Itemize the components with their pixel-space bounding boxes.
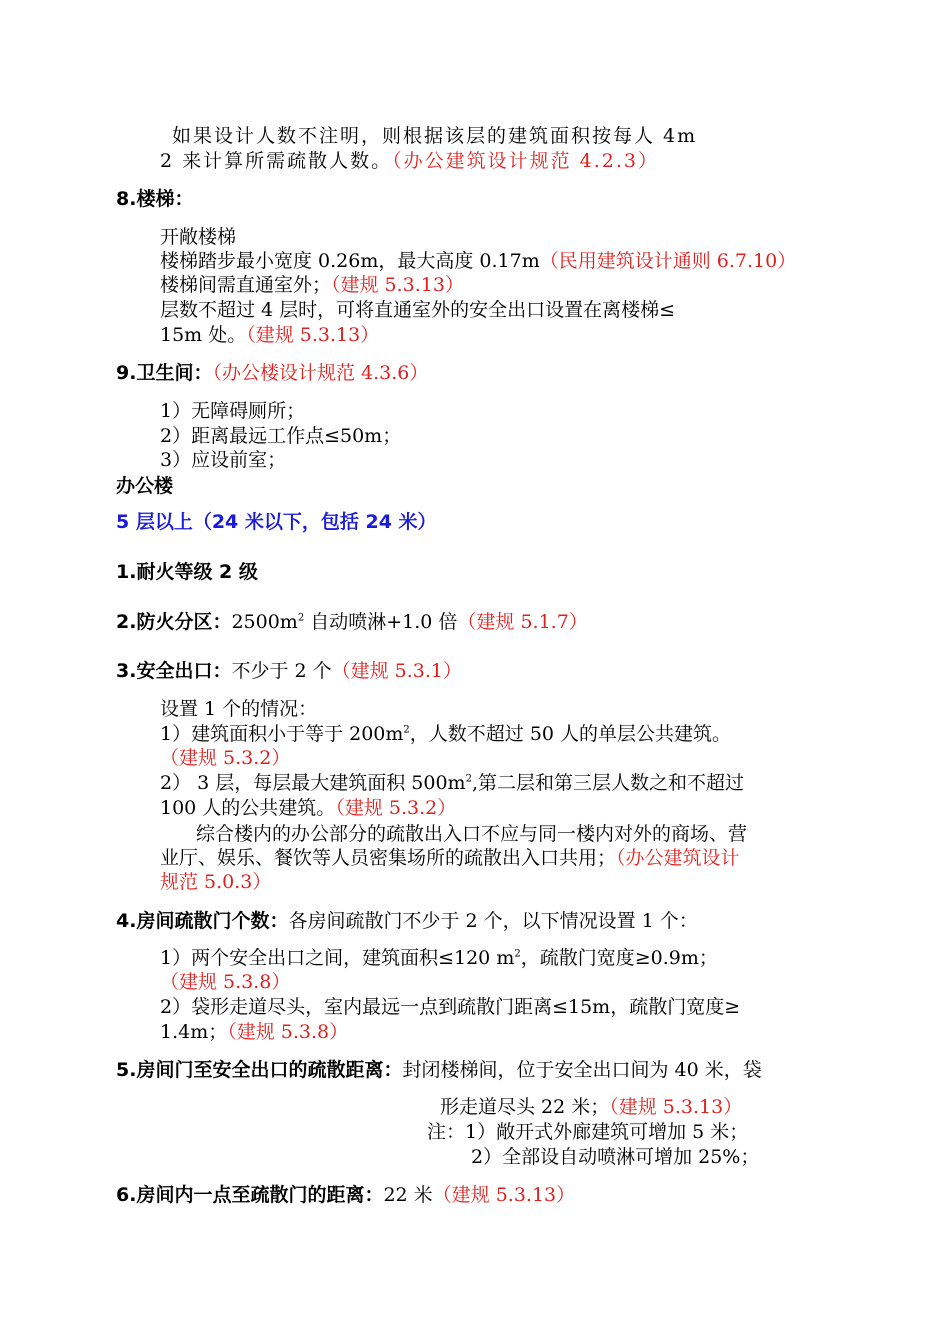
- door-exit-distance-note-2: 2）全部设自动喷淋可增加 25%；: [471, 1146, 760, 1168]
- toilet-item: 2）距离最远工作点≤50m；: [160, 425, 402, 447]
- exits-paragraph-ref-2: 规范 5.0.3）: [160, 871, 272, 893]
- compartment-line: [116, 610, 588, 634]
- compartment-heading: 2.防火分区：: [116, 611, 232, 633]
- room-doors-item-1: [160, 946, 718, 970]
- stairs-line-2-text: 楼梯踏步最小宽度 0.26m，最大高度 0.17m: [160, 250, 540, 272]
- stairs-line-3-ref: （建规 5.3.13）: [331, 274, 464, 296]
- stairs-line-2: [160, 249, 796, 273]
- building-subtitle: 5 层以上（24 米以下，包括 24 米）: [116, 511, 437, 533]
- toilet-heading-ref: （办公楼设计规范 4.3.6）: [212, 362, 429, 384]
- compartment-area: 2500m: [231, 611, 298, 633]
- door-exit-distance-heading: 5.房间门至安全出口的疏散距离：: [116, 1059, 403, 1081]
- room-doors-item-1-text-a: 1）两个安全出口之间，建筑面积≤120 m: [160, 947, 515, 969]
- intro-line-2: [160, 149, 659, 173]
- room-doors-item-1-ref: （建规 5.3.8）: [160, 971, 291, 993]
- room-doors-item-2-line-2: [160, 1020, 348, 1044]
- exits-case-1-ref: （建规 5.3.2）: [160, 747, 291, 769]
- door-exit-distance-text-2: 形走道尽头 22 米；: [440, 1096, 610, 1118]
- door-exit-distance-ref: （建规 5.3.13）: [609, 1096, 743, 1118]
- stairs-line-3: [160, 273, 464, 297]
- exits-case-2-line-2: [160, 796, 456, 820]
- room-point-distance-line: [116, 1183, 575, 1207]
- toilet-item: 3）应设前室；: [160, 449, 287, 471]
- toilet-item: 1）无障碍厕所；: [160, 400, 306, 422]
- exits-single-label: 设置 1 个的情况：: [160, 698, 318, 720]
- exits-paragraph-ref-1: （办公建筑设计: [616, 847, 740, 869]
- exits-case-2-text-a: 2） 3 层，每层最大建筑面积 500m: [160, 772, 466, 794]
- compartment-ref: （建规 5.1.7）: [457, 611, 588, 633]
- exits-case-2-text-c: 100 人的公共建筑。: [160, 797, 336, 819]
- compartment-sup: 2: [297, 612, 305, 624]
- exits-case-2-text-b: ,第二层和第三层人数之和不超过: [471, 772, 744, 794]
- intro-line-1: [172, 124, 697, 148]
- exits-paragraph-text-2: 业厅、娱乐、餐饮等人员密集场所的疏散出入口共用；: [160, 847, 617, 869]
- intro-text-2: 2 来计算所需疏散人数。: [160, 150, 393, 172]
- exits-case-1-text-a: 1）建筑面积小于等于 200m: [160, 723, 404, 745]
- building-title: 办公楼: [116, 475, 174, 497]
- intro-text-1: 如果设计人数不注明，则根据该层的建筑面积按每人 4m: [172, 125, 698, 147]
- intro-reference: （办公建筑设计规范 4.2.3）: [392, 150, 660, 172]
- room-doors-item-2: 2）袋形走道尽头，室内最远一点到疏散门距离≤15m，疏散门宽度≥: [160, 996, 741, 1018]
- room-point-distance-ref: （建规 5.3.13）: [432, 1184, 576, 1206]
- room-doors-text: 各房间疏散门不少于 2 个，以下情况设置 1 个：: [288, 910, 698, 932]
- fire-rating-heading: 1.耐火等级 2 级: [116, 561, 258, 583]
- exits-case-1: [160, 722, 731, 746]
- stairs-line-3-text: 楼梯间需直通室外；: [160, 274, 332, 296]
- toilet-heading: 9.卫生间：: [116, 362, 213, 384]
- room-point-distance-text: 22 米: [383, 1184, 433, 1206]
- exits-case-2-sup: 2: [465, 773, 472, 785]
- stairs-line-4: 层数不超过 4 层时，可将直通室外的安全出口设置在离楼梯≤: [160, 299, 676, 321]
- stairs-line-5-text: 15m 处。: [160, 324, 247, 346]
- room-doors-item-1-text-b: ，疏散门宽度≥0.9m；: [520, 947, 718, 969]
- stairs-line-5-ref: （建规 5.3.13）: [246, 324, 380, 346]
- stairs-line-2-ref: （民用建筑设计通则 6.7.10）: [539, 250, 797, 272]
- door-exit-distance-note-1: 注：1）敞开式外廊建筑可增加 5 米；: [427, 1121, 749, 1143]
- exits-case-2-ref: （建规 5.3.2）: [335, 797, 457, 819]
- door-exit-distance-text-1: 封闭楼梯间，位于安全出口间为 40 米，袋: [402, 1059, 762, 1081]
- exits-paragraph-line-1: 综合楼内的办公部分的疏散出入口不应与同一楼内对外的商场、营: [196, 823, 748, 845]
- room-doors-line: [116, 909, 698, 933]
- room-doors-item-2-text-b: 1.4m；: [160, 1021, 228, 1043]
- exits-case-2: [160, 771, 744, 795]
- room-doors-item-1-sup: 2: [514, 948, 521, 960]
- stairs-heading: 8.楼梯：: [116, 188, 194, 210]
- room-point-distance-heading: 6.房间内一点至疏散门的距离：: [116, 1184, 384, 1206]
- exits-ref: （建规 5.3.1）: [331, 660, 463, 682]
- stairs-line-5: [160, 323, 379, 347]
- room-doors-heading: 4.房间疏散门个数：: [116, 910, 289, 932]
- stairs-line-1: 开敞楼梯: [160, 226, 237, 248]
- exits-heading: 3.安全出口：: [116, 660, 232, 682]
- door-exit-distance-line: [116, 1058, 762, 1082]
- exits-paragraph-line-2: [160, 846, 740, 870]
- room-doors-item-2-ref: （建规 5.3.8）: [227, 1021, 349, 1043]
- toilet-heading-line: [116, 361, 428, 385]
- compartment-text: 自动喷淋+1.0 倍: [304, 611, 458, 633]
- exits-case-1-sup: 2: [403, 724, 410, 736]
- exits-case-1-text-b: ，人数不超过 50 人的单层公共建筑。: [409, 723, 732, 745]
- door-exit-distance-line-2: [440, 1095, 742, 1119]
- exits-line: [116, 659, 462, 683]
- exits-text: 不少于 2 个: [231, 660, 332, 682]
